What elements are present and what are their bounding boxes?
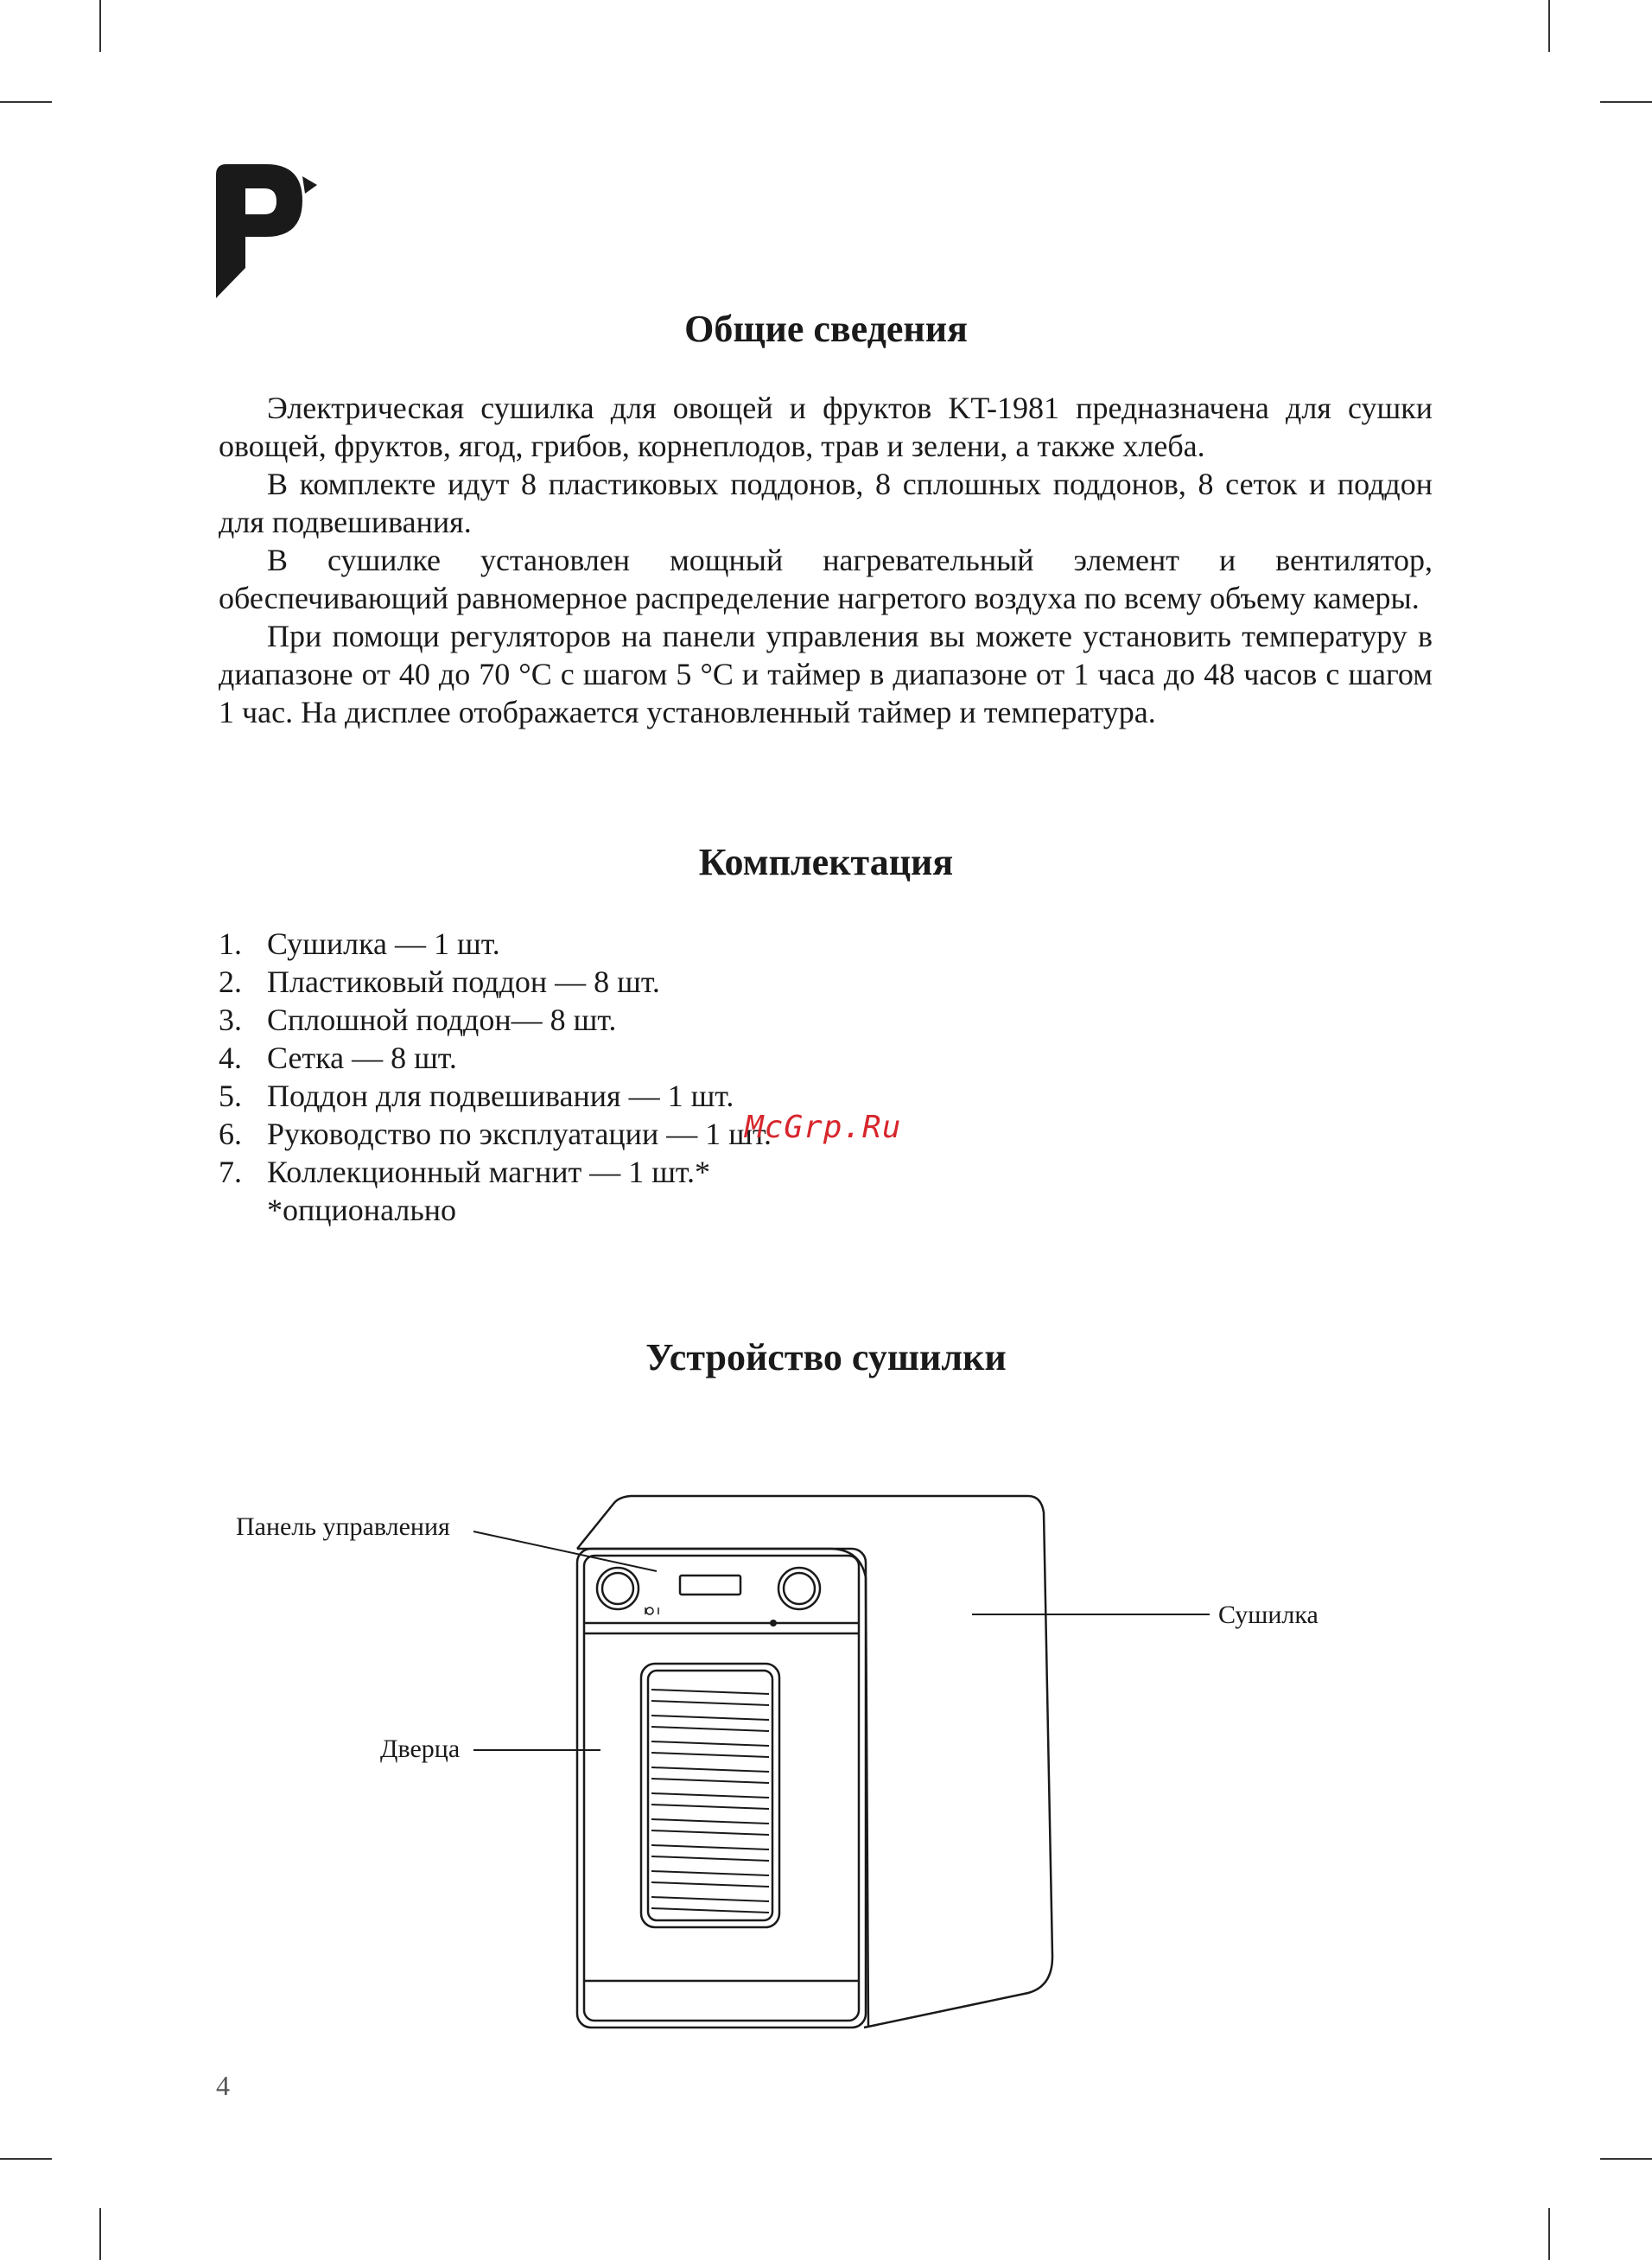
item-text: Руководство по эксплуатации — 1 шт. [267,1117,772,1151]
item-text: Сетка — 8 шт. [267,1041,457,1075]
section-title-device: Устройство сушилки [645,1336,1007,1378]
item-text: Сплошной поддон— 8 шт. [267,1003,617,1037]
list-item [219,1001,1255,1039]
crop-mark [99,0,101,52]
item-number: 1. [219,926,242,961]
crop-mark [1600,2158,1652,2160]
list-item [219,1039,1255,1077]
label-door: Дверца [380,1735,461,1763]
list-item [219,925,1255,963]
item-number: 2. [219,964,242,999]
item-number: 3. [219,1003,242,1037]
item-number: 4. [219,1041,242,1075]
item-number: 6. [219,1117,242,1151]
crop-mark [1548,0,1550,52]
paragraph: В сушилке установлен мощный нагревательный элемент и вентилятор, обеспечивающий равномерное распределение нагретого воздуха по всему объему камеры. [219,543,1433,615]
item-text: Сушилка — 1 шт. [267,926,500,961]
list-item [219,963,1255,1001]
contents-list [219,925,1255,1191]
dryer-illustration [467,1487,1331,2040]
paragraph: Электрическая сушилка для овощей и фруктов KT-1981 предназначена для сушки овощей, фруктов, ягод, грибов, корнеплодов, трав и зелени, а также хлеба. [219,391,1433,463]
paragraph: В комплекте идут 8 пластиковых поддонов, 8 сплошных поддонов, 8 сеток и поддон для подвешивания. [219,467,1433,539]
page-number: 4 [216,2070,230,2101]
crop-mark [99,2208,101,2260]
section-title-general: Общие сведения [684,308,968,350]
list-item [219,1077,1255,1115]
label-dryer: Сушилка [1218,1601,1318,1629]
item-text: Коллекционный магнит — 1 шт.* [267,1155,710,1189]
paragraph: При помощи регуляторов на панели управления вы можете установить температуру в диапазоне от 40 до 70 °C с шагом 5 °C и таймер в диапазоне от 1 часа до 48 часов с шагом 1 час. На дисплее отображается установленный таймер и температура. [219,619,1433,729]
item-text: Поддон для подвешивания — 1 шт. [267,1079,734,1113]
section-title-contents: Комплектация [698,841,954,883]
crop-mark [1548,2208,1550,2260]
item-number: 5. [219,1079,242,1113]
footnote: *опционально [267,1193,457,1227]
brand-logo [216,164,320,298]
item-number: 7. [219,1155,242,1189]
watermark: McGrp.Ru [745,1110,902,1145]
list-item [219,1115,1255,1153]
item-text: Пластиковый поддон — 8 шт. [267,964,660,999]
crop-mark [0,2158,52,2160]
general-description [219,389,1433,731]
crop-mark [1600,101,1652,103]
crop-mark [0,101,52,103]
label-control-panel: Панель управления [236,1512,450,1541]
list-item [219,1153,1255,1191]
